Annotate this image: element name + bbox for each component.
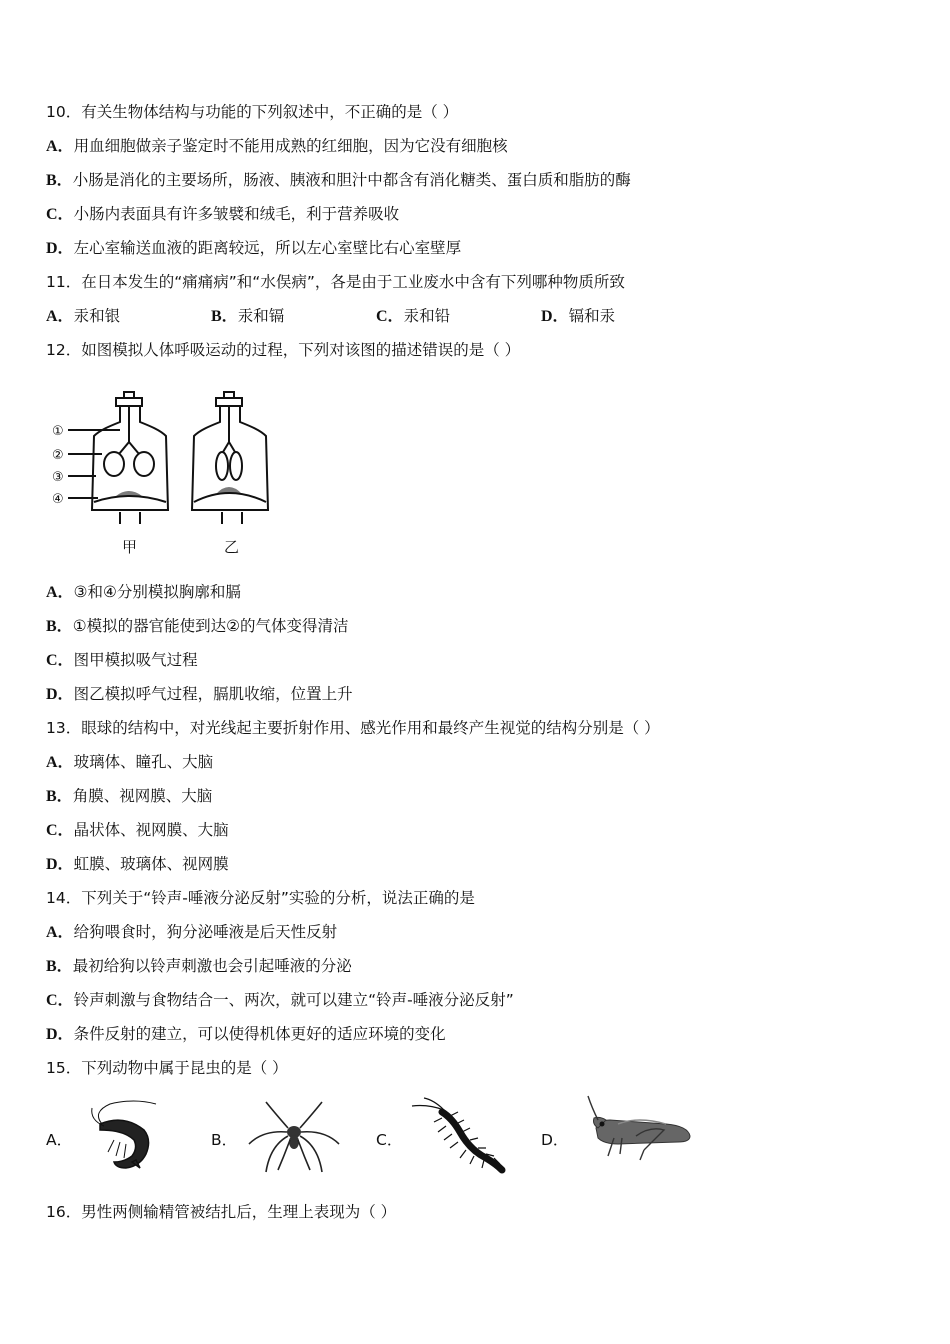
grasshopper-icon (578, 1094, 694, 1166)
marker-1: ① (52, 424, 64, 439)
q14-option-c: C．铃声刺激与食物结合一、两次，就可以建立“铃声-唾液分泌反射” (46, 991, 514, 1009)
q11-option-c: C．汞和铅 (376, 307, 451, 325)
q14-option-b: B．最初给狗以铃声刺激也会引起唾液的分泌 (46, 957, 352, 975)
marker-4: ④ (52, 492, 64, 507)
breathing-model-figure (46, 384, 286, 560)
q12-stem: 12．如图模拟人体呼吸运动的过程，下列对该图的描述错误的是（ ） (46, 341, 521, 359)
q14-option-a: A．给狗喂食时，狗分泌唾液是后天性反射 (46, 923, 338, 941)
q15-option-c-label: C． (376, 1131, 403, 1149)
spider-icon (244, 1098, 344, 1178)
q10-option-d: D．左心室输送血液的距离较远，所以左心室壁比右心室壁厚 (46, 239, 462, 257)
q10-stem: 10．有关生物体结构与功能的下列叙述中，不正确的是（ ） (46, 103, 459, 121)
q12-option-b: B．①模拟的器官能使到达②的气体变得清洁 (46, 617, 349, 635)
marker-2: ② (52, 448, 64, 463)
q14-stem: 14．下列关于“铃声-唾液分泌反射”实验的分析，说法正确的是 (46, 889, 475, 907)
q13-option-c: C．晶状体、视网膜、大脑 (46, 821, 229, 839)
q16-stem: 16．男性两侧输精管被结扎后，生理上表现为（ ） (46, 1203, 397, 1221)
q12-option-c: C．图甲模拟吸气过程 (46, 651, 198, 669)
q15-option-d-label: D． (541, 1131, 569, 1149)
q14-option-d: D．条件反射的建立，可以使得机体更好的适应环境的变化 (46, 1025, 446, 1043)
q10-option-b: B．小肠是消化的主要场所，肠液、胰液和胆汁中都含有消化糖类、蛋白质和脂肪的酶 (46, 171, 631, 189)
q10-option-a: A．用血细胞做亲子鉴定时不能用成熟的红细胞，因为它没有细胞核 (46, 137, 508, 155)
q11-option-b: B．汞和镉 (211, 307, 285, 325)
q15-stem: 15．下列动物中属于昆虫的是（ ） (46, 1059, 288, 1077)
q11-stem: 11．在日本发生的“痛痛病”和“水俣病”，各是由于工业废水中含有下列哪种物质所致 (46, 273, 625, 291)
marker-3: ③ (52, 470, 64, 485)
figure-label-yi: 乙 (224, 538, 240, 556)
q15-option-b-label: B． (211, 1131, 238, 1149)
figure-label-jia: 甲 (122, 538, 138, 556)
q11-option-a: A．汞和银 (46, 307, 121, 325)
q12-option-a: A．③和④分别模拟胸廓和膈 (46, 583, 241, 601)
q13-option-d: D．虹膜、玻璃体、视网膜 (46, 855, 229, 873)
q10-option-c: C．小肠内表面具有许多皱襞和绒毛，利于营养吸收 (46, 205, 400, 223)
q13-option-b: B．角膜、视网膜、大脑 (46, 787, 213, 805)
q12-option-d: D．图乙模拟呼气过程，膈肌收缩，位置上升 (46, 685, 353, 703)
q13-option-a: A．玻璃体、瞳孔、大脑 (46, 753, 214, 771)
q15-option-a-label: A． (46, 1131, 73, 1149)
q11-option-d: D．镉和汞 (541, 307, 616, 325)
q13-stem: 13．眼球的结构中，对光线起主要折射作用、感光作用和最终产生视觉的结构分别是（ ） (46, 719, 660, 737)
shrimp-icon (84, 1100, 164, 1172)
centipede-icon (404, 1096, 508, 1176)
